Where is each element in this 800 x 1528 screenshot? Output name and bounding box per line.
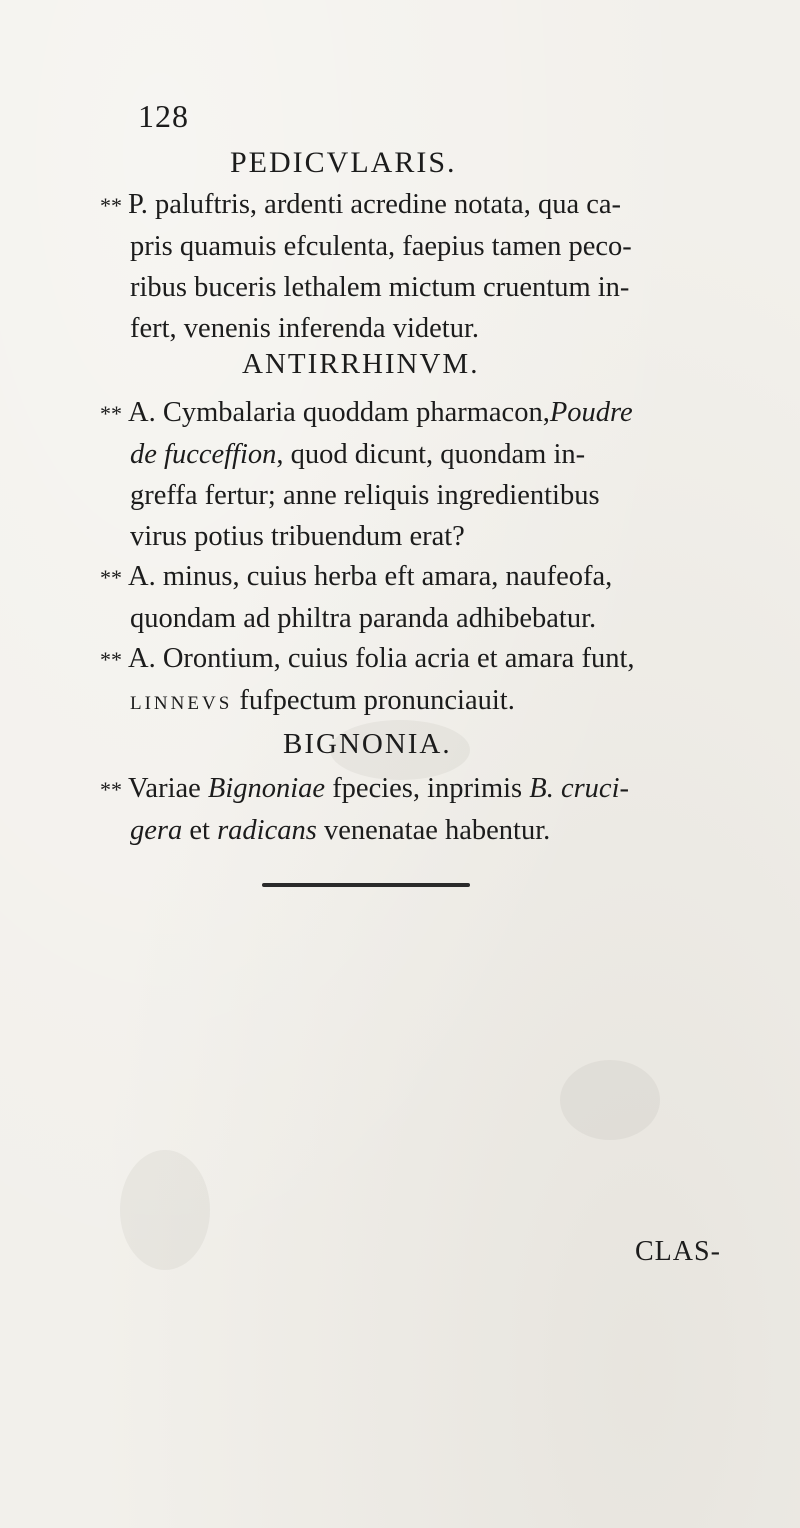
entry-line [100, 556, 740, 598]
entry-text: P. paluftris, ardenti acredine notata, qua ca- [128, 189, 622, 220]
entry-text: et [182, 815, 218, 846]
italic-text: radicans [217, 815, 317, 846]
paper-stain [560, 1060, 660, 1140]
double-asterisk: ** [100, 777, 122, 802]
entry-line [100, 680, 740, 724]
entry-bignonia [100, 768, 740, 851]
entry-line [100, 392, 740, 434]
section-heading-bignonia: BIGNONIA. [283, 728, 452, 760]
paper-stain [120, 1150, 210, 1270]
entry-text: , quod dicunt, quondam in- [276, 439, 586, 470]
italic-text: gera [130, 815, 183, 846]
entry-text: venenatae habentur. [316, 815, 551, 846]
section-heading-antirrhinum: ANTIRRHINVM. [242, 348, 480, 380]
double-asterisk: ** [100, 647, 122, 672]
author-name-smallcaps: LINNEVS [130, 693, 233, 714]
italic-text: B. cruci- [529, 773, 629, 804]
entry-text: fufpectum pronunciauit. [232, 685, 515, 716]
italic-text: Poudre [549, 397, 633, 428]
entry-antirrhinum-cymbalaria [100, 392, 740, 557]
entry-line: fert, venenis inferenda videtur. [130, 313, 479, 344]
double-asterisk: ** [100, 565, 122, 590]
double-asterisk: ** [100, 193, 122, 218]
entry-text: A. minus, cuius herba eft amara, naufeofa, [128, 561, 613, 592]
entry-line [100, 768, 740, 810]
entry-line [100, 638, 740, 680]
entry-line: pris quamuis efculenta, faepius tamen peco- [130, 231, 632, 262]
entry-text: A. Cymbalaria quoddam pharmacon, [128, 397, 550, 428]
entry-line [100, 434, 740, 475]
entry-antirrhinum-orontium [100, 638, 740, 724]
entry-line: quondam ad philtra paranda adhibebatur. [130, 603, 597, 634]
entry-text: Variae [128, 773, 208, 804]
entry-text: fpecies, inprimis [325, 773, 530, 804]
running-head: PEDICVLARIS. [230, 146, 457, 179]
entry-text: A. Orontium, cuius folia acria et amara funt, [128, 643, 635, 674]
entry-line: virus potius tribuendum erat? [130, 521, 465, 552]
entry-line [100, 810, 740, 851]
italic-text: de fucceffion [130, 439, 277, 470]
entry-line: ribus buceris lethalem mictum cruentum in- [130, 272, 630, 303]
entry-line: greffa fertur; anne reliquis ingredientibus [130, 480, 600, 511]
italic-text: Bignoniae [207, 773, 326, 804]
entry-antirrhinum-minus [100, 556, 740, 639]
section-divider-rule [262, 883, 470, 887]
entry-line [100, 184, 740, 226]
catchword: CLAS- [635, 1236, 721, 1267]
page-number: 128 [138, 98, 189, 134]
entry-pedicularis-palustris [100, 184, 740, 349]
double-asterisk: ** [100, 401, 122, 426]
